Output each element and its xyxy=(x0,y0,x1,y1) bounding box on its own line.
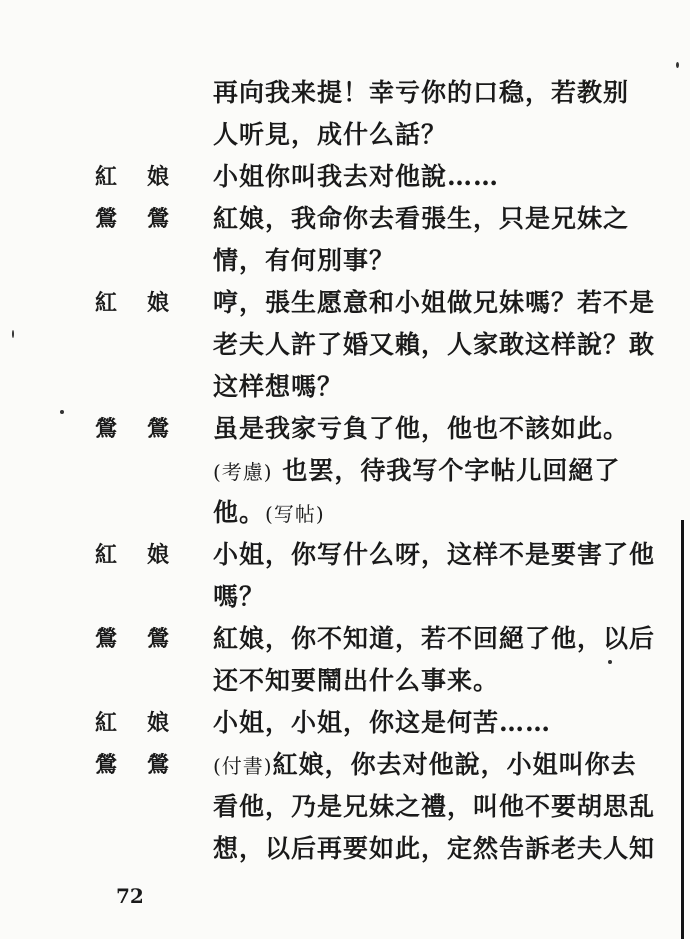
script-line xyxy=(95,408,670,450)
script-line xyxy=(95,702,670,744)
speaker-label xyxy=(95,240,213,282)
page-number: 72 xyxy=(116,884,144,908)
script-line xyxy=(95,786,670,828)
script-line xyxy=(95,492,670,534)
speaker-label xyxy=(95,492,213,534)
script-line xyxy=(95,240,670,282)
dialogue-text: 小姐，小姐，你这是何苦…… xyxy=(213,708,552,737)
dialogue-text: 看他，乃是兄妹之禮，叫他不要胡思乱 xyxy=(213,792,656,821)
script-line xyxy=(95,660,670,702)
stage-direction: (写帖) xyxy=(265,502,325,526)
dialogue-text: (考慮) 也罢，待我写个字帖儿回絕了 xyxy=(213,456,621,485)
dialogue-text: (付書)紅娘，你去对他說，小姐叫你去 xyxy=(213,750,637,779)
dialogue-text: 哼，張生愿意和小姐做兄妹嗎？若不是 xyxy=(213,288,656,317)
script-line xyxy=(95,450,670,492)
stage-direction: (付書) xyxy=(213,754,273,778)
dialogue-text: 紅娘，我命你去看張生，只是兄妹之 xyxy=(213,204,630,233)
dialogue-text: 这样想嗎？ xyxy=(213,372,344,401)
speaker-label xyxy=(95,324,213,366)
dialogue-text: 再向我来提！幸亏你的口稳，若教别 xyxy=(213,78,630,107)
speaker-label: 紅 娘 xyxy=(95,710,170,736)
speaker-label: 鶯 鶯 xyxy=(95,416,170,442)
speaker-label: 紅 娘 xyxy=(95,164,170,190)
dialogue-text: 虽是我家亏負了他，他也不該如此。 xyxy=(213,414,630,443)
script-line xyxy=(95,366,670,408)
script-line xyxy=(95,72,670,114)
speaker-label xyxy=(95,828,213,870)
script-line xyxy=(95,282,670,324)
script-line xyxy=(95,114,670,156)
dialogue-text: 小姐你叫我去对他說…… xyxy=(213,162,500,191)
dialogue-text: 他。(写帖) xyxy=(213,498,325,527)
speaker-label xyxy=(95,786,213,828)
speaker-label: 鶯 鶯 xyxy=(95,206,170,232)
dialogue-text: 想，以后再要如此，定然告訴老夫人知 xyxy=(213,834,656,863)
speaker-label xyxy=(95,366,213,408)
ink-speck xyxy=(676,62,679,68)
script-line xyxy=(95,618,670,660)
dialogue-text: 小姐，你写什么呀，这样不是要害了他 xyxy=(213,540,656,569)
ink-speck xyxy=(12,330,14,338)
speaker-label: 鶯 鶯 xyxy=(95,752,170,778)
script-line xyxy=(95,156,670,198)
dialogue-text: 人听見，成什么話？ xyxy=(213,120,448,149)
script-line xyxy=(95,534,670,576)
dialogue-text: 嗎？ xyxy=(213,582,266,611)
page-edge-rule xyxy=(681,520,684,939)
speaker-label xyxy=(95,450,213,492)
ink-speck xyxy=(60,410,64,414)
speaker-label xyxy=(95,114,213,156)
dialogue-text: 老夫人許了婚又賴，人家敢这样說？敢 xyxy=(213,330,656,359)
dialogue-text: 还不知要鬧出什么事来。 xyxy=(213,666,500,695)
speaker-label: 紅 娘 xyxy=(95,290,170,316)
script-line xyxy=(95,198,670,240)
dialogue-text: 紅娘，你不知道，若不回絕了他，以后 xyxy=(213,624,656,653)
speaker-label: 紅 娘 xyxy=(95,542,170,568)
script-line xyxy=(95,576,670,618)
script-line xyxy=(95,828,670,870)
script-line xyxy=(95,324,670,366)
stage-direction: (考慮) xyxy=(213,460,273,484)
script-line xyxy=(95,744,670,786)
speaker-label xyxy=(95,660,213,702)
dialogue-text: 情，有何別事？ xyxy=(213,246,396,275)
speaker-label xyxy=(95,72,213,114)
speaker-label xyxy=(95,576,213,618)
speaker-label: 鶯 鶯 xyxy=(95,626,170,652)
script-text xyxy=(95,72,670,870)
